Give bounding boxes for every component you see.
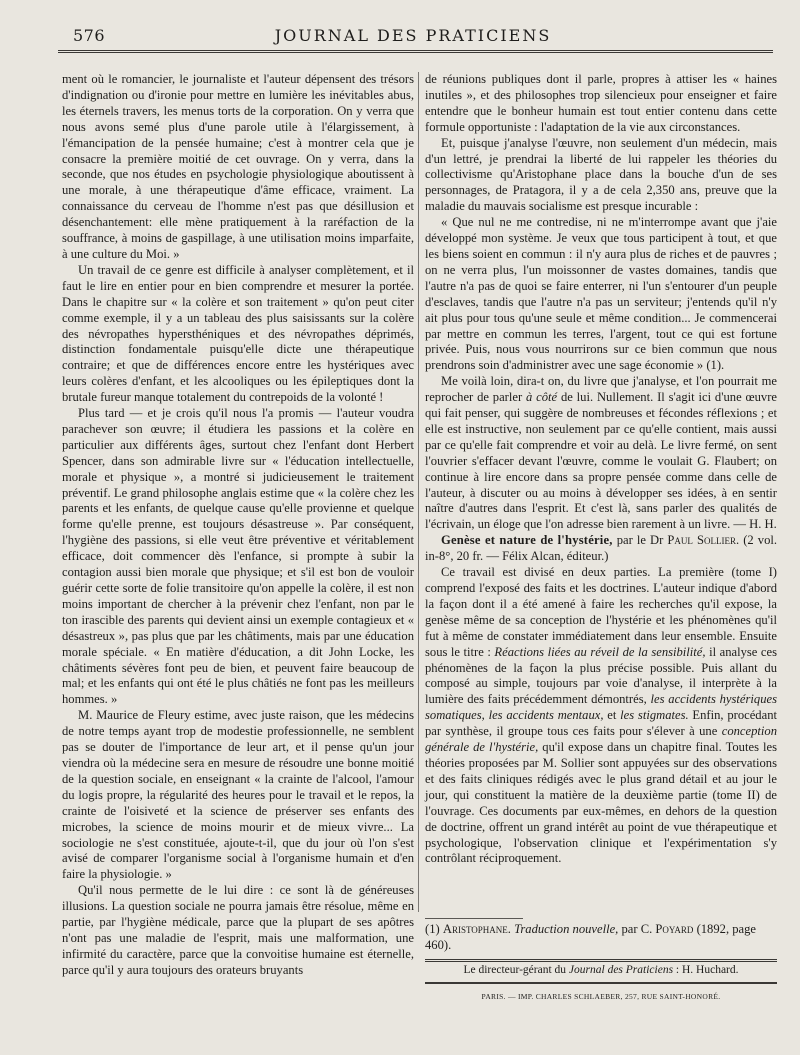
- review-title: Genèse et nature de l'hystérie,: [441, 533, 613, 548]
- text-run: qu'il expose dans un chapitre final. Toutes les théories proposées par M. Sollier sont appuyées sur des observations et des faits cliniques rédigés avec le plus grand détail et au jour le jour, qui constituent la matière de la deuxième partie (tome II) de l'ouvrage. Ces documents par eux-mêmes, en dehors de la question de doctrine, offrent un grand intérêt au point de vue thérapeutique et psychologique, l'observation clinique et l'expérimentation s'y contrôlant réciproquement.: [425, 740, 777, 866]
- right-column: [425, 72, 777, 918]
- footnote-title: Traduction nouvelle,: [510, 922, 619, 936]
- header-rule: [58, 50, 773, 53]
- signature-suffix: : H. Huchard.: [673, 964, 739, 976]
- footnote-details: (1892, page 460).: [425, 922, 757, 952]
- paragraph: Plus tard — et je crois qu'il nous l'a promis — l'auteur voudra parachever son œuvre; il étudiera les passions et la colère en particulier aux différents âges, surtout chez l'enfant dont Herbert Spencer, dans son admirable livre sur « l'éducation intellectuelle, morale et physique », a montré si judicieusement le traitement préventif. Le grand philosophe anglais estime que « la colère chez les parents et les enfants, de quelque cause qu'elle provienne et quelque forme qu'elle prenne, est toujours désastreuse ». Par conséquent, l'hygiène des passions, si elle veut être préventive et véritablement efficace, doit commencer dès l'enfance, si prompte à subir la contagion aussi bien morale que physique; et s'il est bon de vouloir guérir cette sorte de folie transitoire qu'on appelle la colère, il est non moins important de chercher à la prévenir chez l'enfant, non par le ton irascible des parents qui devient ainsi un exemple contagieux et « désastreux », pas plus que par les châtiments, mais par une éducation morale spéciale. « En matière d'éducation, a dit John Locke, les châtiments sévères font peu de bien, et peuvent faire beaucoup de mal; et les enfants qui ont été le plus châtiés ne font pas les meilleurs hommes. »: [62, 406, 414, 707]
- column-divider: [418, 72, 419, 912]
- signature-journal: Journal des Praticiens: [568, 964, 674, 976]
- paragraph: M. Maurice de Fleury estime, avec juste raison, que les médecins de notre temps ayant trop de modestie professionnelle, ne semblent pas se douter de l'importance de leur art, et il pense qu'un jour viendra où la médecine sera en mesure de résoudre une bonne moitié de la question sociale, en enseignant « la crainte de l'alcool, l'amour du logis propre, la régularité des heures pour le travail et le repos, la crainte de l'oisiveté et la science de préserver ses enfants des microbes, la science de moins mourir et de mieux vivre... La sociologie ne s'est constituée, ajoute-t-il, que du jour où l'on s'est avisé de comparer l'organisme social à l'organisme humain et d'en faire la physiologie. »: [62, 708, 414, 882]
- page-header: [58, 22, 768, 50]
- italic-run: les accidents hystériques somatiques, les accidents mentaux,: [425, 692, 777, 723]
- paragraph: Et, puisque j'analyse l'œuvre, non seulement d'un médecin, mais d'un lettré, je prendrai la liberté de lui rappeler les théories du collectivisme qu'Aristophane place dans la bouche d'un de ses personnages, de Pratagora, il y a de cela 2,350 ans, preuve que la maladie du mauvais socialisme est presque incurable :: [425, 135, 777, 214]
- footnote: [425, 922, 777, 954]
- page-number: 576: [73, 26, 106, 45]
- paragraph: [425, 374, 777, 533]
- signature-prefix: Le directeur-gérant du: [463, 964, 569, 976]
- paragraph: ment où le romancier, le journaliste et l'auteur dépensent des trésors d'indignation ou d'ironie pour mettre en lumière les inévitables abus, les éternels travers, les menus torts de la corporation. On y verra que nous avons semé plus d'une parole utile à l'élargissement, à l'émancipation de la pensée humaine; c'est à montrer cela que je consacre la première moitié de cet ouvrage. On y verra, dans la seconde, que nos études en psychologie physiologique aboutissent à une morale, à une thérapeutique d'âme efficace, vraiment. La connaissance du cerveau de l'homme n'est pas que désillusion et désenchantement: elle mène pratiquement à la raréfaction de la souffrance, à moins de gaspillage, à une utilisation moins imparfaite, à une culture du Moi. »: [62, 72, 414, 261]
- paragraph: de réunions publiques dont il parle, propres à attiser les « haines inutiles », et des philosophes trop silencieux pour enseigner et faire entendre que le bonheur humain est tout entier contenu dans cette formule opportuniste : l'adaptation de la vie aux circonstances.: [425, 72, 777, 134]
- printer-imprint: PARIS. — IMP. CHARLES SCHLAEBER, 257, RUE SAINT-HONORÉ.: [481, 992, 721, 1001]
- text-run: Me voilà loin, dira-t on, du livre que j'analyse, et l'on pourrait me reprocher de parler: [425, 374, 777, 405]
- quote-paragraph: « Que nul ne me contredise, ni ne m'interrompe avant que j'aie développé mon système. Je veux que tous participent à tout, et que les biens soient en commun : il n'y aura plus de riches et de pauvres ; on ne verra plus, l'un moissonner de vastes domaines, tandis que l'autre n'a pas de quoi se faire enterrer, ni l'un s'entourer d'un peuple d'esclaves, tandis que l'autre n'a pas un serviteur; j'entends qu'il n'y ait plus pour tous qu'une seule et même condition... Je commencerai par mettre en commun les terres, l'argent, tout ce qui est fortune privée. Puis, nous vous nourrirons sur ce bien commun que nous prendrons soin d'administrer avec une sage économie » (1).: [425, 215, 777, 373]
- footnote-number: (1): [425, 922, 443, 936]
- review-publication: (2 vol. in-8°, 20 fr. — Félix Alcan, éditeur.): [425, 533, 778, 564]
- journal-title: JOURNAL DES PRATICIENS: [274, 26, 552, 45]
- text-run: Enfin, procédant par synthèse, il groupe tous ces faits pour s'élever à une: [425, 708, 777, 739]
- left-column: [62, 72, 414, 977]
- paragraph: [425, 565, 777, 867]
- footnote-by: par C.: [618, 922, 656, 936]
- review-by: par le Dr: [612, 533, 668, 548]
- italic-run: Réactions liées au réveil de la sensibilité,: [494, 644, 706, 659]
- italic-run: les stigmates.: [620, 708, 689, 723]
- footnote-rule: [425, 918, 523, 919]
- text-run: et: [603, 708, 621, 723]
- review-heading: [425, 533, 777, 565]
- signature-rule: [425, 982, 777, 984]
- footnote-author: Aristophane.: [442, 922, 511, 936]
- review-author: Paul Sollier.: [667, 533, 740, 548]
- paragraph: Un travail de ce genre est difficile à analyser complètement, et il faut le lire en entier pour en bien comprendre et mesurer la portée. Dans le chapitre sur « la colère et son traitement » qu'on peut citer comme exemple, il y a un tableau des plus saisissants sur la colère des névropathes hypersthéniques et des névropathes déprimés, distinction fondamentale puisqu'elle dicte une thérapeutique contraire; et que de différences encore entre les hystériques avec leurs colères d'enfant, et les alcooliques ou les épileptiques dont la brutale fureur manque totalement du contrepoids de la volonté !: [62, 262, 414, 405]
- text-run: Ce travail est divisé en deux parties. La première (tome I) comprend l'exposé des faits et les doctrines. L'auteur indique d'abord la façon dont il a été amené à faire les recherches qu'il expose, la genèse même de sa conception de l'hystérie et les phénomènes qu'il fut à même de constater immédiatement dans leur ensemble. Ensuite sous le titre :: [425, 565, 777, 659]
- footnote-translator: Poyard: [655, 922, 694, 936]
- paragraph: Qu'il nous permette de le lui dire : ce sont là de généreuses illusions. La question sociale ne pourra jamais être résolue, même en partie, par l'hygiène médicale, parce que la plupart de ses apôtres n'ont pas une maladie de l'esprit, mais une malformation, une infirmité du caractère, parce que la convoitise humaine est éternelle, parce qu'il y aura toujours des orateurs bruyants: [62, 883, 414, 977]
- italic-run: conception générale de l'hystérie,: [425, 724, 777, 755]
- italic-run: à côté: [526, 390, 558, 405]
- text-run: de lui. Nullement. Il s'agit ici d'une œuvre qui fait penser, qui suggère de nombreuses et fécondes réflexions ; et elle est instructive, non seulement par ce qu'elle contient, mais aussi par ce qu'elle fait comprendre et voir au delà. Le livre fermé, on sent l'ouvrier s'effacer devant l'œuvre, comme le voulait G. Flaubert; on continue à lire encore dans sa propre pensée comme dans celle de l'auteur, à discuter ou au moins à développer ses idées, à en sentir naître d'autres dans l'esprit. Et c'est là, sans parler des qualités de l'écrivain, un éloge que l'on adresse bien rarement à un livre. — H. H.: [425, 390, 777, 532]
- editor-signature: [425, 962, 777, 978]
- text-run: il analyse ces phénomènes de la façon la plus précise possible. Puis allant du composé au simple, toujours par voie d'analyse, il interprète à la lumière des faits précédemment démontrés,: [425, 644, 777, 707]
